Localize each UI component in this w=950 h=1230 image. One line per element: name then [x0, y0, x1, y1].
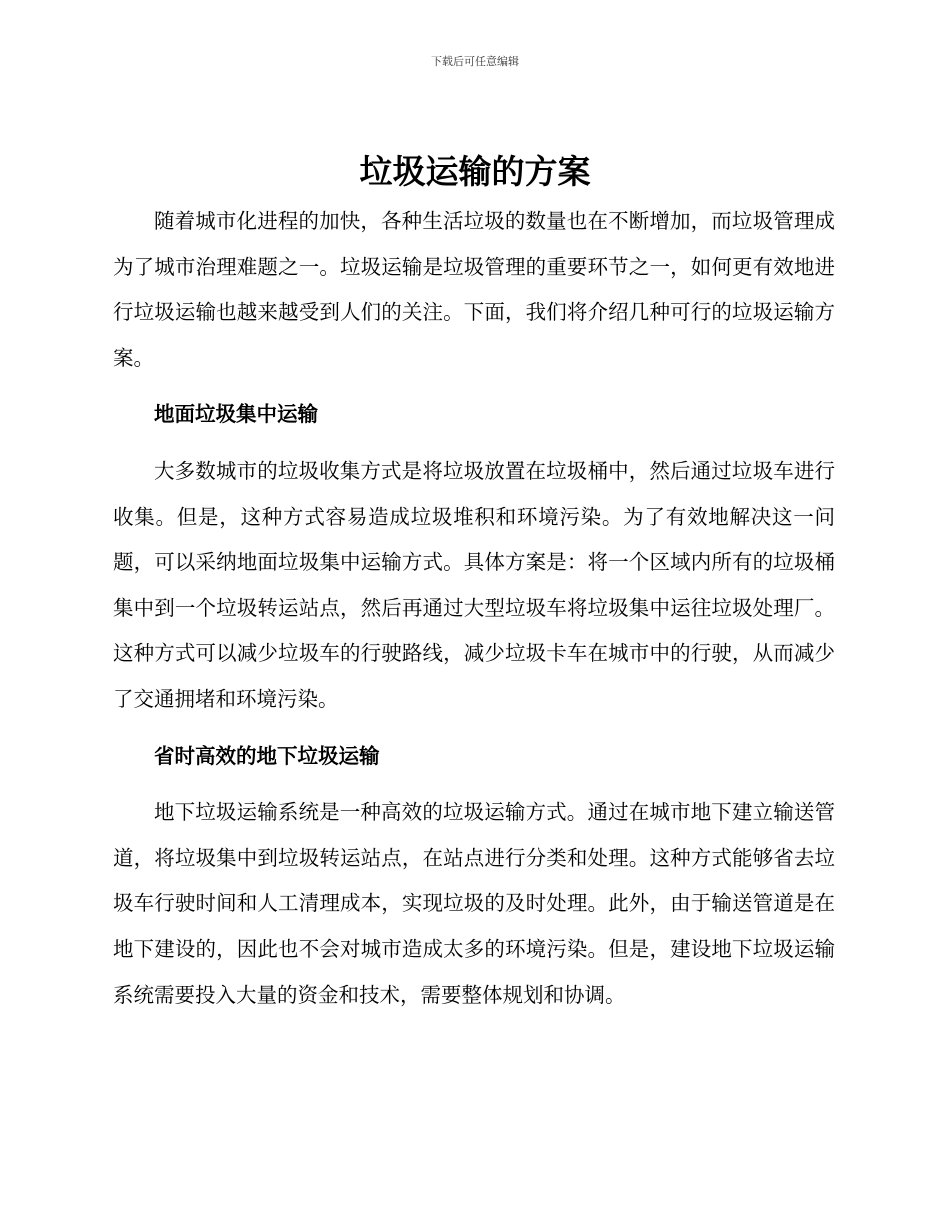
- page-header-note: 下载后可任意编辑: [431, 55, 519, 68]
- section-paragraph-underground-transport: 地下垃圾运输系统是一种高效的垃圾运输方式。通过在城市地下建立输送管道，将垃圾集中到垃圾转运站点，在站点进行分类和处理。这种方式能够省去垃圾车行驶时间和人工清理成本，实现垃圾的及时处理。此外，由于输送管道是在地下建设的，因此也不会对城市造成太多的环境污染。但是，建设地下垃圾运输系统需要投入大量的资金和技术，需要整体规划和协调。: [113, 800, 835, 1007]
- spacer: [113, 381, 835, 392]
- spacer: [113, 438, 835, 449]
- section-paragraph-ground-transport: 大多数城市的垃圾收集方式是将垃圾放置在垃圾桶中，然后通过垃圾车进行收集。但是，这种方式容易造成垃圾堆积和环境污染。为了有效地解决这一问题，可以采纳地面垃圾集中运输方式。具体方案是：将一个区域内所有的垃圾桶集中到一个垃圾转运站点，然后再通过大型垃圾车将垃圾集中运往垃圾处理厂。这种方式可以减少垃圾车的行驶路线，减少垃圾卡车在城市中的行驶，从而减少了交通拥堵和环境污染。: [113, 458, 835, 711]
- spacer: [113, 779, 835, 790]
- section-heading-ground-transport: 地面垃圾集中运输: [154, 402, 318, 427]
- intro-paragraph: 随着城市化进程的加快，各种生活垃圾的数量也在不断增加，而垃圾管理成为了城市治理难题之一。垃圾运输是垃圾管理的重要环节之一，如何更有效地进行垃圾运输也越来越受到人们的关注。下面，我们将介绍几种可行的垃圾运输方案。: [113, 209, 835, 370]
- section-heading-underground-transport: 省时高效的地下垃圾运输: [154, 743, 380, 768]
- spacer: [113, 723, 835, 734]
- document-title: 垃圾运输的方案: [359, 152, 591, 191]
- document-body: [113, 199, 835, 1018]
